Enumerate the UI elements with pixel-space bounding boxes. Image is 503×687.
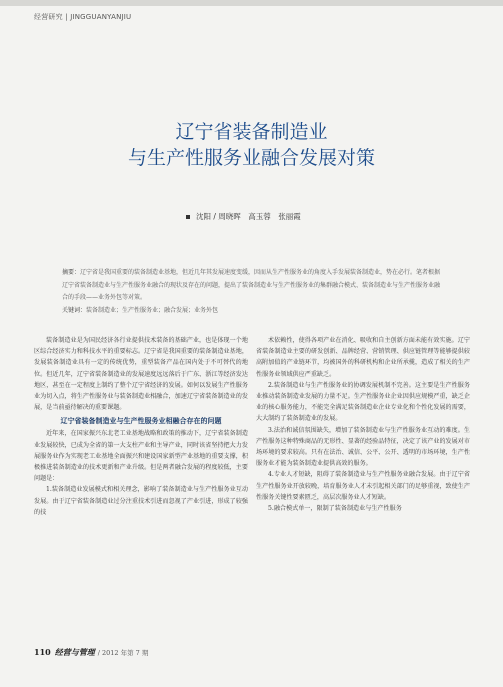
keywords-label: 关键词：	[62, 306, 87, 314]
abstract-body: 辽宁省是我国重要的装备制造业基地，但近几年其发展速度变缓，因而从生产性服务业的角度入手发展装备制造业，势在必行。笔者根据辽宁省装备制造业与生产性服务业融合的现状及存在的问题，提出了装备制造业与生产性服务业的集群融合模式、装备制造业与生产性服务业融合的手段——业务外包等对策。	[62, 269, 441, 301]
abstract-label: 摘要：	[62, 269, 81, 276]
body-paragraph: 术依赖性，使得各项产业在消化、吸收和自主创新方面未能有效实施。辽宁省装备制造业主要的研发创新、品牌经营、营销管理、供应链管理等能够提供较高附加值的产业链环节，均被国外的科研机构和企业所承揽，造成了相关的生产性服务业领域供应严重缺乏。	[256, 337, 470, 378]
article-title-line2: 与生产性服务业融合发展对策	[127, 147, 375, 169]
body-paragraph: 近年来，在国家振兴东北老工业基地战略和政策的推动下，辽宁省装备制造业发展较快，已成为全省的第一大支柱产业和主导产业，同时该省坚持把大力发展服务业作为实现老工业基地全面振兴和建设国家新型产业基地的重要支撑，积极推进装备制造业的技术更新和产业升级。但是两者融合发展的程度较低，主要问题是：	[34, 430, 248, 483]
page-footer	[34, 647, 148, 658]
body-column-right	[256, 335, 470, 514]
body-paragraph: 2.装备制造业与生产性服务业的协调发展机制不完善。这主要是生产性服务业推动装备制造业发展的力量不足。生产性服务业企业因供应规模严重，缺乏企业的核心服务能力，不能完全满足装备制造业企业专业化和个性化发展的需要，大大制约了装备制造业的发展。	[256, 381, 470, 423]
authors-text: 沈阳 / 周晓晖 高玉蓉 张丽霞	[196, 212, 301, 221]
body-paragraph: 4.专业人才短缺，阻碍了装备制造业与生产性服务业融合发展。由于辽宁省生产性服务业开放较晚，培育服务业人才未引起相关部门的足够重视，致使生产性服务关键性要素匮乏，高层次服务业人才短缺。	[256, 471, 470, 501]
header-bar	[0, 0, 503, 30]
issue-info: / 2012 年第 7 期	[97, 649, 149, 657]
page-number: 110	[34, 647, 51, 657]
body-paragraph: 5.融合模式单一，限制了装备制造业与生产性服务	[268, 505, 402, 513]
article-title-line1: 辽宁省装备制造业	[175, 121, 328, 143]
keywords-paragraph	[62, 305, 442, 318]
magazine-name: 经营与管理	[54, 647, 95, 657]
author-line	[186, 211, 301, 222]
body-paragraph: 装备制造业是为国民经济各行业提供技术装备的基础产业，也是体现一个地区综合经济实力和科技水平的重要标志。辽宁省是我国重要的装备制造业基地，发展装备制造业具有一定的传统优势，重型装备产品在国内处于不可替代的地位。但近几年，辽宁省装备制造业的发展速度远远落后于广东、浙江等经济发达地区，甚至在一定程度上制约了整个辽宁省经济的发展。如何以发展生产性服务业为切入点，将生产性服务业与装备制造业相融合，加速辽宁省装备制造业的发展，是当前亟待解决的重要课题。	[34, 337, 248, 412]
abstract-block	[62, 267, 442, 317]
keywords-text: 装备制造业；生产性服务业；融合发展；业务外包	[86, 306, 219, 314]
body-paragraph: 1.装备制造业发展模式和相关理念，影响了装备制造业与生产性服务业互动发展。由于辽宁省装备制造业过分注重技术引进而忽视了产业引进，形成了较强的技	[34, 486, 248, 516]
body-column-left	[34, 335, 248, 518]
abstract-paragraph	[62, 267, 442, 305]
header-band	[0, 0, 503, 6]
body-paragraph: 3.法治和诚信氛围缺失，增加了装备制造业与生产性服务业互动的难度。生产性服务这种特殊商品的无形性、显著的经验品特征，决定了该产业的发展对市场环境的要求较高。只有在法治、诚信、公平、公开、透明的市场环境，生产性服务业才能为装备制造业提供高效的服务。	[256, 426, 470, 468]
bullet-square-icon	[186, 215, 190, 219]
section-heading: 辽宁省装备制造业与生产性服务业相融合存在的问题	[60, 416, 222, 426]
section-tag: 经营研究 | JINGGUANYANJIU	[34, 13, 132, 21]
